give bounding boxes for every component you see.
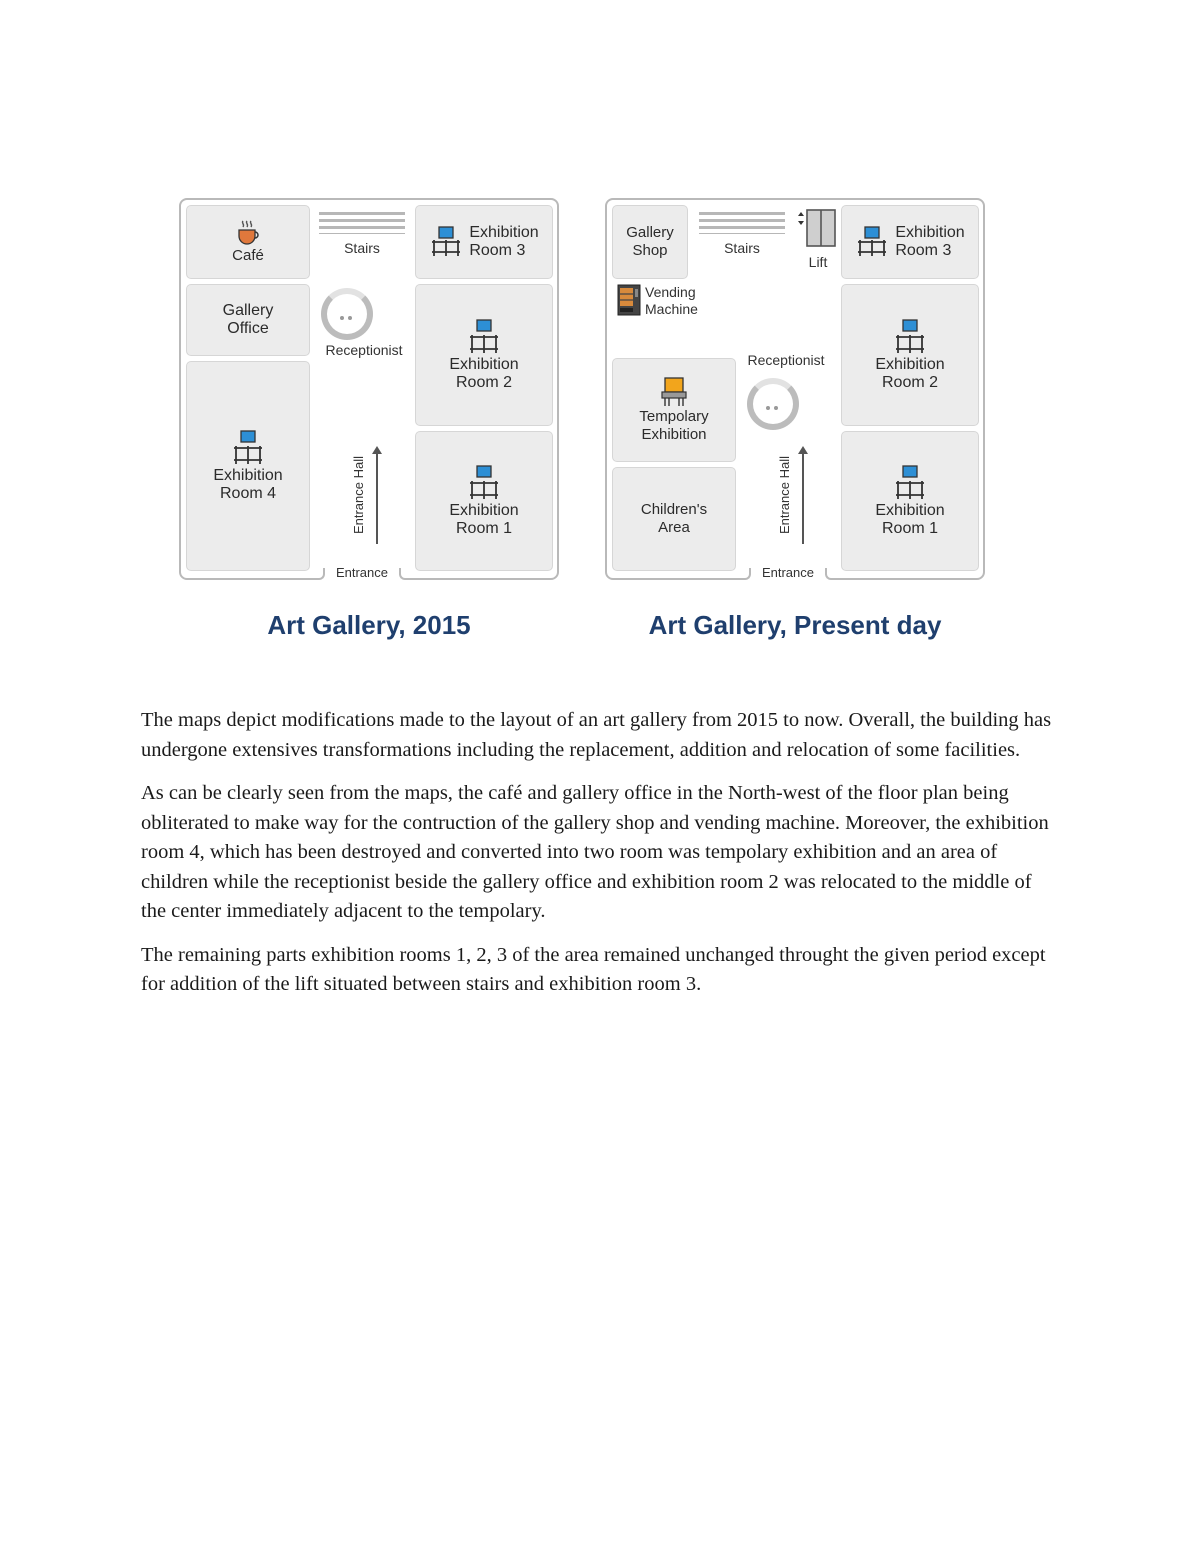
gallery-shop-label: Gallery Shop bbox=[626, 224, 674, 259]
lift-label: Lift bbox=[808, 254, 828, 270]
exhibition-room-1 bbox=[415, 431, 553, 571]
lift-icon bbox=[793, 208, 839, 250]
exhibition-room-3-label: Exhibition Room 3 bbox=[895, 224, 965, 259]
essay-paragraph-3: The remaining parts exhibition rooms 1, 2, 3 of the area remained unchanged throught the given period except for addition of the lift situated between stairs and exhibition room 3. bbox=[141, 943, 1046, 995]
receptionist-icon bbox=[747, 378, 799, 430]
entrance-label: Entrance bbox=[761, 565, 815, 580]
exhibit-stand-icon bbox=[658, 376, 690, 408]
arrow-up-icon bbox=[376, 448, 378, 544]
entrance-hall bbox=[775, 445, 795, 545]
vending-machine-label: Vending Machine bbox=[645, 284, 698, 317]
receptionist-label: Receptionist bbox=[747, 352, 825, 368]
exhibition-room-1-label: Exhibition Room 1 bbox=[875, 502, 945, 537]
exhibition-room-4-label: Exhibition Room 4 bbox=[213, 467, 283, 502]
essay-paragraph-2: As can be clearly seen from the maps, the café and gallery office in the North-west of the floor plan being obliterated to make way for the contruction of the gallery shop and vending machine. Moreover, the exhibition room 4, which has been destroyed and converted into two room was tempolary exhibition and an area of children while the receptionist beside the gallery office and exhibition room 2 was relocated to the middle of the center immediately adjacent to the tempolary. bbox=[141, 782, 1049, 922]
exhibition-room-1 bbox=[841, 431, 979, 571]
receptionist-label: Receptionist bbox=[325, 342, 403, 358]
gallery-shop bbox=[612, 205, 688, 279]
vending-machine-icon bbox=[617, 284, 641, 316]
cafe-label: Café bbox=[232, 247, 264, 264]
entrance-hall-label: Entrance Hall bbox=[777, 455, 792, 535]
map-2015 bbox=[179, 198, 559, 580]
exhibit-icon bbox=[429, 225, 463, 259]
exhibit-icon bbox=[893, 464, 927, 502]
exhibition-room-1-label: Exhibition Room 1 bbox=[449, 502, 519, 537]
exhibition-room-3 bbox=[841, 205, 979, 279]
exhibition-room-3 bbox=[415, 205, 553, 279]
cafe-room bbox=[186, 205, 310, 279]
exhibition-room-2-label: Exhibition Room 2 bbox=[875, 356, 945, 391]
map-present bbox=[605, 198, 985, 580]
essay bbox=[141, 706, 1061, 1014]
exhibit-icon bbox=[855, 225, 889, 259]
stairs bbox=[319, 212, 405, 234]
entrance-label: Entrance bbox=[335, 565, 389, 580]
exhibition-room-3-label: Exhibition Room 3 bbox=[469, 224, 539, 259]
entrance-hall-label: Entrance Hall bbox=[351, 455, 366, 535]
stairs-label: Stairs bbox=[344, 240, 380, 256]
stairs bbox=[699, 212, 785, 234]
entrance-hall bbox=[349, 445, 369, 545]
tempolary-exhibition-label: Tempolary Exhibition bbox=[639, 408, 709, 443]
essay-paragraph-1: The maps depict modifications made to the layout of an art gallery from 2015 to now. Overall, the building has undergone extensives transformations including the replacement, addition and relocation of some facilities. bbox=[141, 709, 1052, 761]
exhibition-room-4 bbox=[186, 361, 310, 571]
gallery-office-label: Gallery Office bbox=[222, 302, 274, 337]
exhibit-icon bbox=[467, 318, 501, 356]
childrens-area bbox=[612, 467, 736, 571]
exhibition-room-2 bbox=[415, 284, 553, 426]
coffee-cup-icon bbox=[234, 219, 262, 247]
childrens-area-label: Children's Area bbox=[640, 501, 708, 536]
exhibition-room-2-label: Exhibition Room 2 bbox=[449, 356, 519, 391]
exhibit-icon bbox=[467, 464, 501, 502]
receptionist-icon bbox=[321, 288, 373, 340]
map-2015-title: Art Gallery, 2015 bbox=[267, 610, 471, 640]
exhibition-room-2 bbox=[841, 284, 979, 426]
arrow-up-icon bbox=[802, 448, 804, 544]
gallery-office bbox=[186, 284, 310, 356]
tempolary-exhibition bbox=[612, 358, 736, 462]
exhibit-icon bbox=[231, 429, 265, 467]
map-present-title: Art Gallery, Present day bbox=[648, 610, 942, 640]
stairs-label: Stairs bbox=[724, 240, 760, 256]
exhibit-icon bbox=[893, 318, 927, 356]
